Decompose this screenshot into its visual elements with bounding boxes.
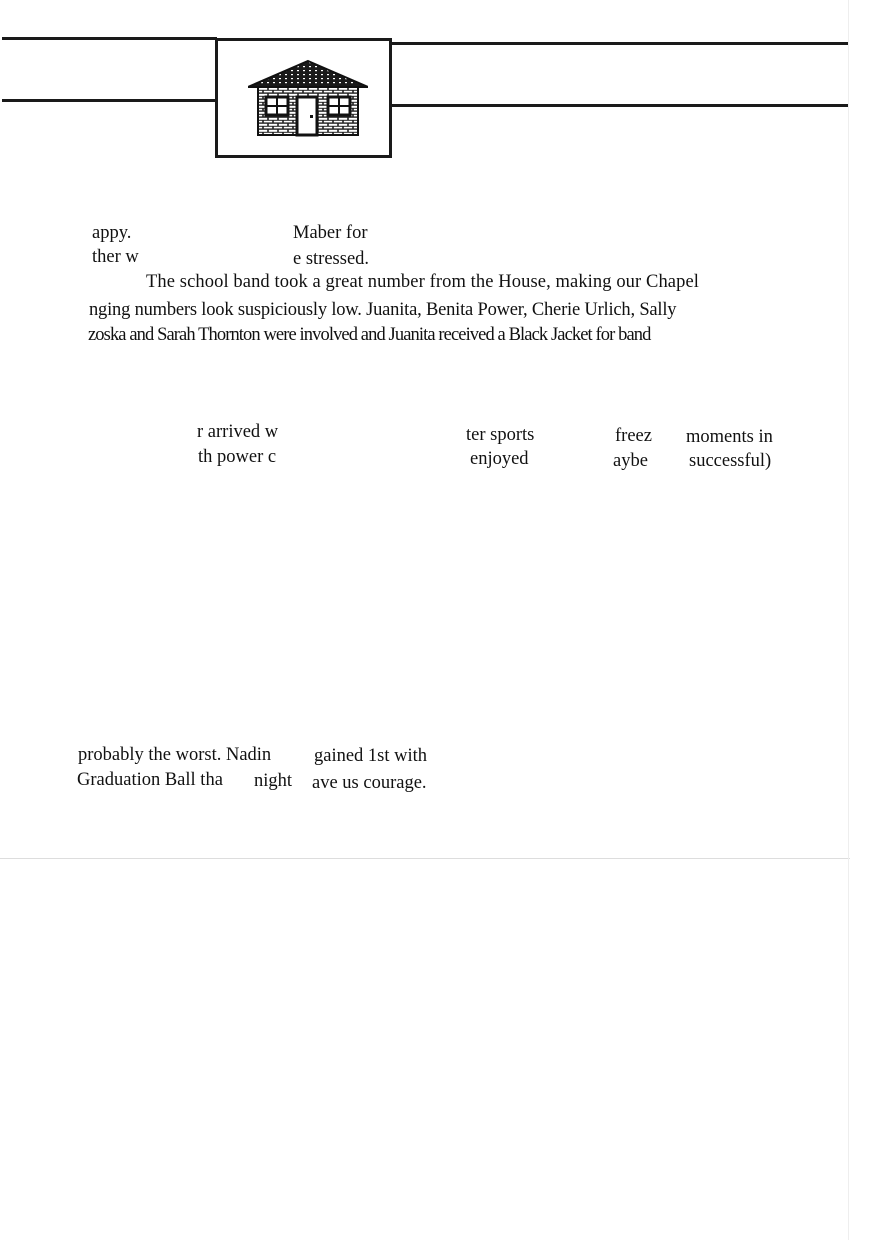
para2-line1-c: freez <box>615 426 652 446</box>
para2-line1-b: ter sports <box>466 425 535 445</box>
page-fold-line <box>0 858 850 859</box>
house-icon <box>248 57 368 137</box>
para3-line2-a: Graduation Ball tha <box>77 770 223 790</box>
para1-line3: The school band took a great number from the House, making our Chapel <box>146 272 700 292</box>
para1-line2-b: e stressed. <box>293 249 370 269</box>
para2-line2-a: th power c <box>198 447 277 467</box>
para2-line2-d: successful) <box>689 451 772 471</box>
header-rule-bottom-left <box>2 99 217 102</box>
house-logo-frame <box>215 38 392 158</box>
para3-line1-b: gained 1st with <box>314 746 428 766</box>
para1-line5: zoska and Sarah Thornton were involved and Juanita received a Black Jacket for band <box>88 325 651 345</box>
para3-line1-a: probably the worst. Nadin <box>78 745 272 765</box>
header-rule-top-right <box>392 42 848 45</box>
para1-line1-b: Maber for <box>293 223 368 243</box>
para1-line4: nging numbers look suspiciously low. Juanita, Benita Power, Cherie Urlich, Sally <box>89 300 677 320</box>
para2-line2-b: enjoyed <box>470 449 529 469</box>
para3-line2-c: ave us courage. <box>312 773 427 793</box>
para2-line2-c: aybe <box>613 451 648 471</box>
header-rule-bottom-right <box>392 104 848 107</box>
para2-line1-a: r arrived w <box>197 422 279 442</box>
page-edge-line <box>848 0 849 1240</box>
header-rule-top-left <box>2 37 217 40</box>
para1-line1-a: appy. <box>92 223 132 243</box>
para1-line2-a: ther w <box>92 247 139 267</box>
para3-line2-b: night <box>254 771 293 791</box>
para2-line1-d: moments in <box>686 427 773 447</box>
